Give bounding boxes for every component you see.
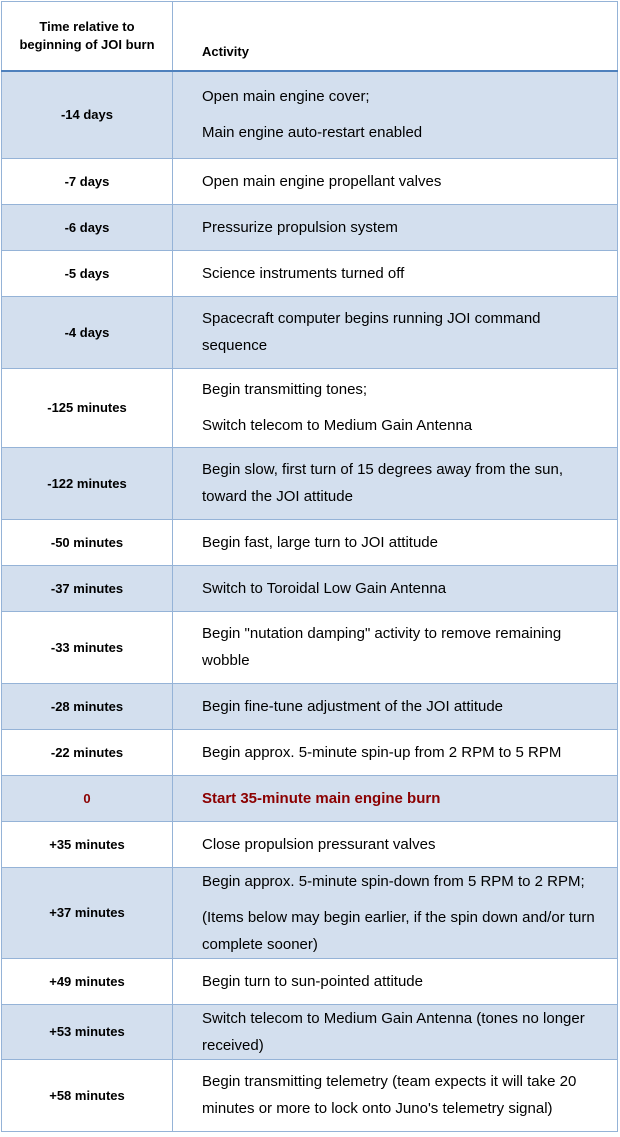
- activity-text: Pressurize propulsion system: [202, 218, 398, 236]
- time-cell: -4 days: [2, 296, 173, 368]
- activity-cell: [173, 867, 618, 958]
- activity-cell: [173, 447, 618, 519]
- table-row: [2, 775, 618, 821]
- activity-text: Begin approx. 5-minute spin-up from 2 RPM to 5 RPM: [202, 743, 562, 761]
- activity-text: Start 35-minute main engine burn: [202, 789, 441, 807]
- activity-cell: [173, 296, 618, 368]
- activity-text: Spacecraft computer begins running JOI command sequence: [202, 310, 541, 354]
- activity-cell: [173, 683, 618, 729]
- line-gap: [202, 403, 607, 412]
- table-row: [2, 821, 618, 867]
- activity-text: Switch telecom to Medium Gain Antenna: [202, 417, 473, 434]
- time-cell: -28 minutes: [2, 683, 173, 729]
- time-cell: -22 minutes: [2, 729, 173, 775]
- activity-cell: [173, 729, 618, 775]
- activity-cell: [173, 775, 618, 821]
- activity-cell: [173, 368, 618, 447]
- activity-text: Science instruments turned off: [202, 264, 405, 282]
- time-cell: +53 minutes: [2, 1004, 173, 1059]
- line-gap: [202, 110, 607, 119]
- table-row: [2, 683, 618, 729]
- activity-cell: [173, 519, 618, 565]
- activity-cell: [173, 611, 618, 683]
- line-gap: [202, 895, 607, 904]
- time-cell: -7 days: [2, 158, 173, 204]
- activity-text: Main engine auto-restart enabled: [202, 124, 423, 142]
- activity-cell: [173, 158, 618, 204]
- activity-text: Begin fast, large turn to JOI attitude: [202, 533, 438, 551]
- activity-cell: [173, 1004, 618, 1059]
- time-cell: -5 days: [2, 250, 173, 296]
- table-row: [2, 71, 618, 158]
- activity-cell: [173, 565, 618, 611]
- activity-text: Begin fine-tune adjustment of the JOI attitude: [202, 697, 504, 715]
- time-cell: +35 minutes: [2, 821, 173, 867]
- table-row: [2, 565, 618, 611]
- table-row: [2, 1059, 618, 1131]
- time-cell: -50 minutes: [2, 519, 173, 565]
- activity-cell: [173, 1059, 618, 1131]
- time-cell: -6 days: [2, 204, 173, 250]
- time-cell: -37 minutes: [2, 565, 173, 611]
- time-cell: -122 minutes: [2, 447, 173, 519]
- activity-cell: [173, 71, 618, 158]
- table-row: [2, 519, 618, 565]
- time-cell: -33 minutes: [2, 611, 173, 683]
- activity-text: Begin approx. 5-minute spin-down from 5 RPM to 2 RPM;: [202, 872, 585, 890]
- activity-text: Begin turn to sun-pointed attitude: [202, 972, 423, 990]
- activity-cell: [173, 821, 618, 867]
- table-row: [2, 296, 618, 368]
- table-row: [2, 729, 618, 775]
- activity-cell: [173, 958, 618, 1004]
- time-header-line1: Time relative to: [39, 19, 135, 34]
- activity-text: Close propulsion pressurant valves: [202, 835, 436, 853]
- time-cell: -125 minutes: [2, 368, 173, 447]
- time-column-header: [2, 2, 173, 72]
- time-header-line2: beginning of JOI burn: [19, 37, 155, 52]
- time-cell: -14 days: [2, 71, 173, 158]
- header-row: [2, 2, 618, 72]
- activity-text: Begin transmitting tones;: [202, 381, 368, 398]
- activity-text: Begin slow, first turn of 15 degrees away from the sun, toward the JOI attitude: [202, 461, 564, 505]
- activity-cell: [173, 204, 618, 250]
- activity-cell: [173, 250, 618, 296]
- activity-text: (Items below may begin earlier, if the spin down and/or turn complete sooner): [202, 908, 595, 953]
- activity-text: Open main engine cover;: [202, 88, 370, 106]
- time-cell: +58 minutes: [2, 1059, 173, 1131]
- time-cell: +49 minutes: [2, 958, 173, 1004]
- table-row: [2, 447, 618, 519]
- activity-text: Begin transmitting telemetry (team expects it will take 20 minutes or more to lock onto Juno's telemetry signal): [202, 1073, 577, 1117]
- activity-text: Switch to Toroidal Low Gain Antenna: [202, 579, 447, 597]
- activity-text: Switch telecom to Medium Gain Antenna (tones no longer received): [202, 1009, 585, 1054]
- table-row: [2, 368, 618, 447]
- table-row: [2, 611, 618, 683]
- time-cell: +37 minutes: [2, 867, 173, 958]
- table-row: [2, 867, 618, 958]
- table-row: [2, 958, 618, 1004]
- time-cell: 0: [2, 775, 173, 821]
- activity-column-header: Activity: [173, 2, 618, 72]
- table-row: [2, 1004, 618, 1059]
- activity-text: Open main engine propellant valves: [202, 172, 442, 190]
- table-row: [2, 158, 618, 204]
- joi-timeline-table: [1, 1, 618, 1132]
- table-row: [2, 204, 618, 250]
- activity-text: Begin "nutation damping" activity to remove remaining wobble: [202, 625, 562, 669]
- table-row: [2, 250, 618, 296]
